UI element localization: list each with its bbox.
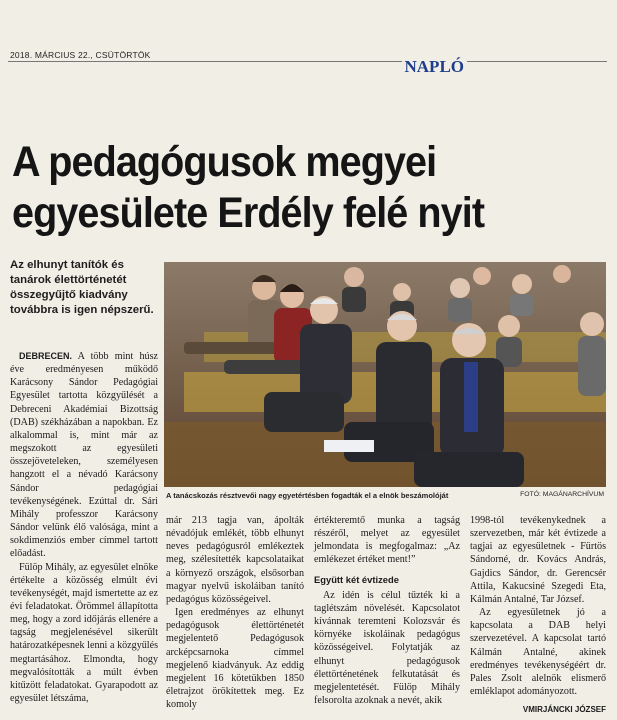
paragraph: értékteremtő munka a tagság részéről, melyet az egyesület jelmondata is megfogalmaz: „Az emlékezet értéket ment!” <box>314 515 460 566</box>
paragraph: Az idén is célul tűzték ki a taglétszám növelését. Kapcsolatot kívánnak teremteni Kolozsvár és környéke iskoláinak pedagógus közösségeivel. Folytatják az elhunyt pedagógusok élettörténetének felkutatását és megjelentetését. Fülöp Mihály felsorolta azoknak a nevét, akik <box>314 589 460 707</box>
paragraph: már 213 tagja van, ápolták névadójuk emlékét, több elhunyt neves pedagógusról emlékeztek meg, szélesítették kapcsolataikat a környező országok, elsősorban magyar nyelvű iskoláiban tanító pedagógus közösségeivel. <box>166 515 304 605</box>
subheading: Együtt két évtizede <box>314 573 399 585</box>
paragraph: 1998-tól tevékenykednek a szervezetben, már két évtizede a tagjai az egyesületnek - Fürtös Sándorné, dr. Kovács András, Gajdics Sándor, dr. Gerencsér Attila, Kakucsiné Szegedi Eta, Kálmán Antalné, Tar József. <box>470 515 606 605</box>
meeting-photo <box>164 262 606 487</box>
article-headline <box>12 137 564 239</box>
article-lead: Az elhunyt tanítók és tanárok élettörténetét összegyűjtő kiadvány továbbra is igen népszerű. <box>10 259 154 316</box>
paragraph: Fülöp Mihály, az egyesület elnöke értékelte a közösség elmúlt évi tevékenységét, majd ismertette az ez évi feladatokat. Örömmel állapította meg, hogy a zord időjárás ellenére a tagság megjelenésével sikerült határozatképesnek lenni a közgyűlés megtartásához. Elmondta, hogy megvalósították a múlt évben kitűzött feladatokat. Gyarapodott az egyesület létszáma, <box>10 561 158 705</box>
paragraph: Az egyesületnek jó a kapcsolata a DAB helyi szervezetével. A kapcsolat tartó Kálmán Antalné, akinek eredményes tevékenységéért dr. Pales Zsolt alelnök elismerő emléklapot adományozott. <box>470 607 606 698</box>
author-byline: VMIRJÁNCKI JÓZSEF <box>522 705 606 715</box>
article-column-3 <box>314 514 460 707</box>
issue-date: 2018. MÁRCIUS 22., CSÜTÖRTÖK <box>10 50 151 60</box>
paragraph: A több mint húsz éve eredményesen működő Karácsony Sándor Pedagógiai Egyesület tartotta közgyűlését a Debreceni Akadémiai Bizottság (DAB) székházában a napokban. Ez alkalommal is, mint már az megszokott az egyesületi összejöveteleken, személyesen hangzott el a névadó Karácsony Sándor pedagógiai tevékenységének. Ezúttal dr. Sári Mihály professzor Karácsony Sándor velünk élő valósága, mint a sokdimenziós ember címmel tartott előadást. <box>10 351 158 560</box>
article-column-2 <box>166 514 304 711</box>
newspaper-logo: NAPLÓ <box>402 57 468 77</box>
caption-text: A tanácskozás résztvevői nagy egyetértésben fogadták el a elnök beszámolóját <box>166 491 449 500</box>
dateline: DEBRECEN. <box>19 351 73 361</box>
article-column-1 <box>10 350 158 705</box>
photo-caption <box>166 491 606 500</box>
paragraph: Igen eredményes az elhunyt pedagógusok élettörténetét megjelentető Pedagógusok arcképcsarnoka címmel megjelenő kiadványuk. Az eddig megjelent 16 kötetükben 1850 életrajzot örökítettek meg. Ez komoly <box>166 607 304 711</box>
photo-credit: FOTÓ: MAGÁNARCHÍVUM <box>520 491 604 498</box>
article-column-4 <box>470 514 606 716</box>
headline-line-2: egyesülete Erdély felé nyit <box>12 189 485 237</box>
headline-line-1: A pedagógusok megyei <box>12 138 437 186</box>
header-rule <box>8 61 607 62</box>
